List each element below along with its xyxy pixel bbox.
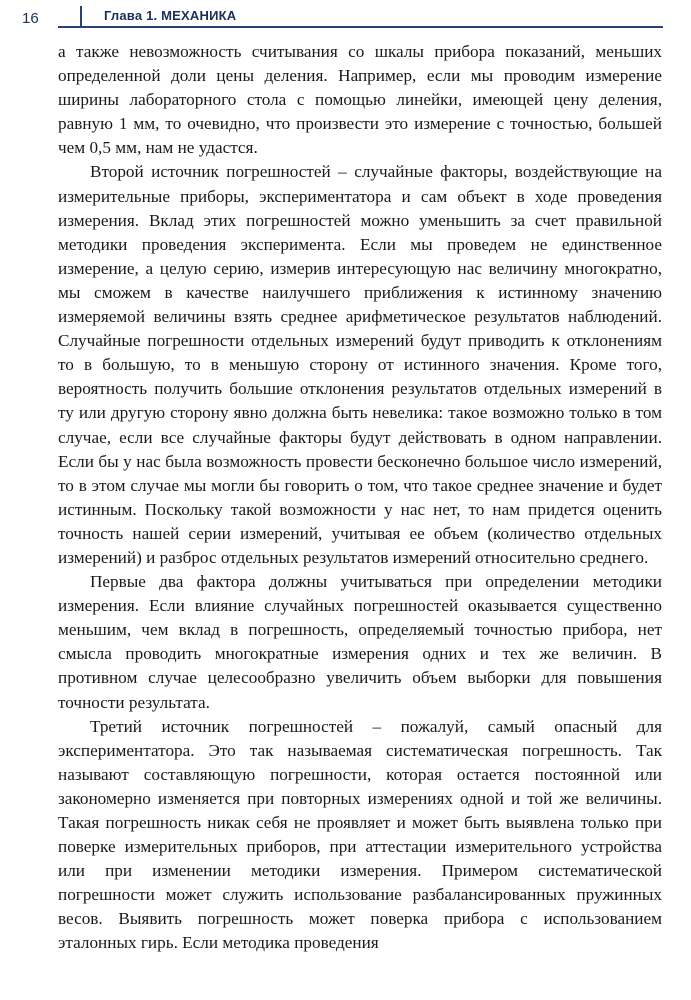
page-header (0, 0, 691, 34)
header-rule (58, 26, 663, 28)
page-number: 16 (22, 10, 39, 27)
body-text (58, 40, 662, 956)
paragraph-systematic-errors: Третий источник погрешностей – пожалуй, самый опасный для экспериментатора. Это так называемая систематическая погрешность. Так называют составляющую погрешности, которая остается постоянной или закономерно изменяется при повторных измерениях одной и той же величины. Такая погрешность никак себя не проявляет и может быть выявлена только при поверке измерительных приборов, при аттестации измерительного устройства или при изменении методики измерения. Примером систематической погрешности может служить использование разбалансированных пружинных весов. Выявить погрешность может поверка прибора с использованием эталонных гирь. Если методика проведения (58, 716, 662, 953)
paragraph-random-errors: Второй источник погрешностей – случайные факторы, воздействующие на измерительные приборы, экспериментатора и сам объект в ходе проведения измерения. Вклад этих погрешностей можно уменьшить за счет правильной методики проведения эксперимента. Если мы проведем не единственное измерение, а целую серию, измерив интересующую нас величину многократно, мы сможем в качестве наилучшего приближения к истинному значению измеряемой величины взять среднее арифметическое результатов наблюдений. Случайные погрешности отдельных измерений будут приводить к отклонениям то в большую, то в меньшую сторону от истинного значения. Кроме того, вероятность получить большие отклонения результатов отдельных измерений в ту или другую сторону явно должна быть невелика: такое возможно только в том случае, если все случайные факторы будут действовать в одном направлении. Если бы у нас была возможность провести бесконечно большое число измерений, то в этом случае мы могли бы говорить о том, что такое среднее значение и будет истинным. Поскольку такой возможности у нас нет, то нам придется оценить точность нашей серии измерений, учитывая ее объем (количество отдельных измерений) и разброс отдельных результатов измерений относительно среднего. (58, 162, 662, 567)
paragraph-methodology: Первые два фактора должны учитываться при определении методики измерения. Если влияние случайных погрешностей оказывается существенно меньшим, чем вклад в погрешность, определяемый точностью прибора, нет смысла проводить многократные измерения одних и тех же величин. В противном случае целесообразно увеличить объем выборки для повышения точности результата. (58, 572, 662, 712)
paragraph-continued: а также невозможность считывания со шкалы прибора показаний, меньших определенной доли цены деления. Например, если мы проводим измерение ширины лабораторного стола с помощью линейки, имеющей цену деления, равную 1 мм, то очевидно, что произвести это измерение с точностью, большей чем 0,5 мм, нам не удастся. (58, 42, 662, 158)
chapter-title: Глава 1. МЕХАНИКА (104, 8, 237, 23)
header-divider-tick (80, 6, 82, 27)
